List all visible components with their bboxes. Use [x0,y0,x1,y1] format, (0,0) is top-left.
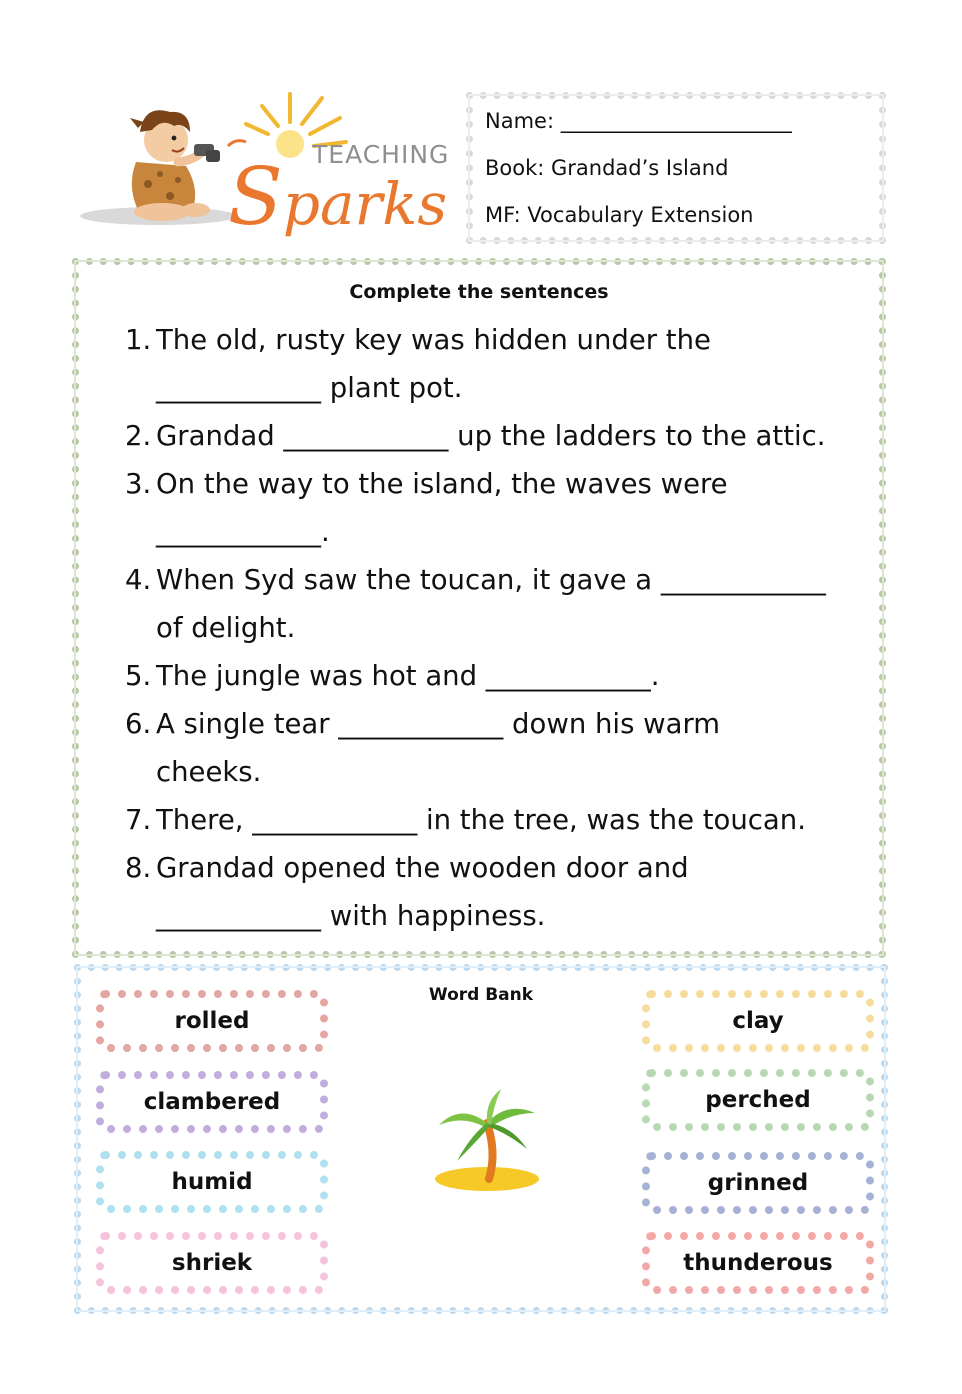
book-label: Book: Grandad’s Island [485,156,729,180]
sentence-continuation: cheeks. [156,756,262,788]
logo-sparks-text [228,150,447,243]
word-label: perched [705,1087,811,1113]
word-card-thunderous[interactable] [642,1232,874,1294]
sentence-number: 3. [125,468,152,500]
sentence-number: 1. [125,324,152,356]
sentence-number: 6. [125,708,152,740]
sentence-number: 4. [125,564,152,596]
word-card-clay[interactable] [642,990,874,1052]
word-card-humid[interactable] [96,1151,328,1213]
sentence-5 [125,652,660,700]
sentence-number: 2. [125,420,152,452]
sentence-number: 7. [125,804,152,836]
word-card-grinned[interactable] [642,1152,874,1214]
word-label: thunderous [683,1250,833,1276]
name-field[interactable]: Name: ______________________ [485,109,792,133]
sentence-text: The old, rusty key was hidden under the [156,324,711,356]
teaching-sparks-logo [78,88,458,243]
sentences-title: Complete the sentences [349,281,609,303]
sentence-number: 5. [125,660,152,692]
sentence-continuation[interactable]: ____________ with happiness. [156,900,546,932]
sentence-text[interactable]: There, ____________ in the tree, was the toucan. [156,804,806,836]
sentence-8 [125,844,689,940]
sentence-number: 8. [125,852,152,884]
word-label: clay [732,1008,784,1034]
sentence-4 [125,556,826,652]
sentences-box [72,258,886,958]
sentence-text[interactable]: Grandad ____________ up the ladders to the attic. [156,420,826,452]
logo-sparks-rest: parks [282,170,448,238]
mf-label: MF: Vocabulary Extension [485,203,754,227]
sentence-text[interactable]: The jungle was hot and ____________. [156,660,660,692]
word-card-clambered[interactable] [96,1071,328,1133]
word-label: humid [171,1169,253,1195]
sentence-continuation[interactable]: ____________. [156,516,330,548]
sentence-continuation[interactable]: ____________ plant pot. [156,372,463,404]
word-card-perched[interactable] [642,1069,874,1131]
logo-teaching-text: TEACHING [312,140,450,169]
sentence-text: Grandad opened the wooden door and [156,852,689,884]
sentence-text[interactable]: A single tear ____________ down his warm [156,708,721,740]
logo-sparks-initial: S [228,150,283,243]
sentence-1 [125,316,711,412]
sentence-text[interactable]: When Syd saw the toucan, it gave a ____________ [156,564,826,596]
sentence-7 [125,796,806,844]
student-info-box [466,92,886,244]
word-label: shriek [171,1250,253,1276]
sentence-6 [125,700,720,796]
word-label: grinned [707,1170,809,1196]
word-label: clambered [143,1089,281,1115]
word-card-shriek[interactable] [96,1232,328,1294]
sentence-3 [125,460,728,556]
word-bank-box [74,964,888,1314]
sentence-text: On the way to the island, the waves were [156,468,728,500]
word-label: rolled [174,1008,250,1034]
sentence-continuation: of delight. [156,612,296,644]
palm-island-icon [431,1083,543,1195]
word-card-rolled[interactable] [96,990,328,1052]
sentence-2 [125,412,825,460]
word-bank-title: Word Bank [428,985,534,1005]
